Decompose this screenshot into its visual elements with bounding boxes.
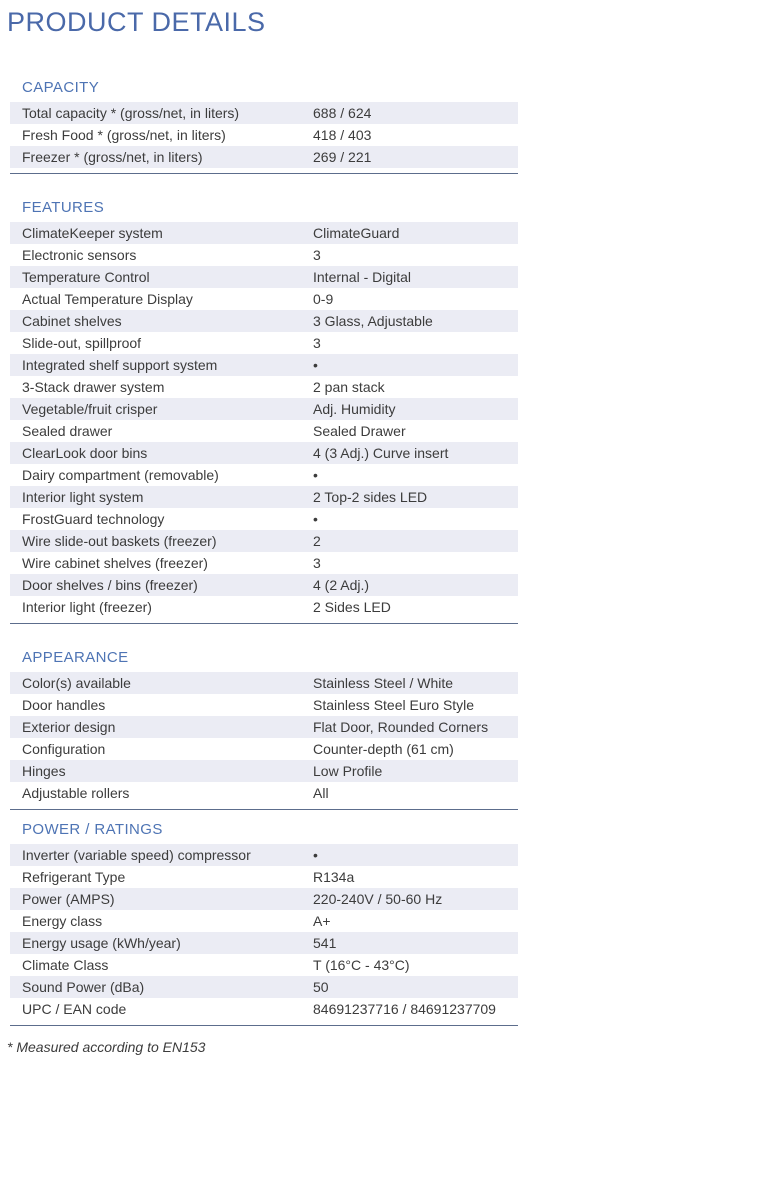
- spec-label: Actual Temperature Display: [22, 291, 193, 307]
- section-title-capacity: CAPACITY: [22, 79, 100, 96]
- section-divider: [10, 809, 518, 810]
- spec-row: [10, 782, 518, 804]
- spec-value: 3: [313, 247, 321, 263]
- spec-value: 2 Top-2 sides LED: [313, 489, 428, 505]
- footnote: * Measured according to EN153: [7, 1039, 206, 1055]
- spec-label: Sound Power (dBa): [22, 979, 145, 995]
- spec-value: Flat Door, Rounded Corners: [313, 719, 489, 735]
- section-power-ratings: [10, 822, 518, 1026]
- spec-label: Fresh Food * (gross/net, in liters): [22, 127, 226, 143]
- sections-container: [0, 80, 771, 1026]
- section-divider: [10, 623, 518, 624]
- spec-label: Hinges: [22, 763, 66, 779]
- spec-row: [10, 596, 518, 618]
- spec-label: Door handles: [22, 697, 106, 713]
- spec-row: [10, 574, 518, 596]
- spec-label: ClimateKeeper system: [22, 225, 163, 241]
- section-capacity: [10, 80, 518, 174]
- spec-value: 4 (2 Adj.): [313, 577, 370, 593]
- spec-table: [10, 844, 518, 1020]
- spec-row: [10, 244, 518, 266]
- spec-value: 541: [313, 935, 337, 951]
- spec-table: [10, 672, 518, 804]
- section-title-power-ratings: POWER / RATINGS: [22, 821, 163, 838]
- spec-row: [10, 530, 518, 552]
- spec-label: Interior light (freezer): [22, 599, 152, 615]
- spec-row: [10, 146, 518, 168]
- spec-label: Wire cabinet shelves (freezer): [22, 555, 208, 571]
- spec-row: [10, 288, 518, 310]
- spec-label: Color(s) available: [22, 675, 131, 691]
- spec-label: Total capacity * (gross/net, in liters): [22, 105, 240, 121]
- section-title-appearance: APPEARANCE: [22, 649, 129, 666]
- spec-row: [10, 124, 518, 146]
- spec-row: [10, 420, 518, 442]
- spec-value: ClimateGuard: [313, 225, 400, 241]
- spec-row: [10, 442, 518, 464]
- spec-label: Temperature Control: [22, 269, 150, 285]
- spec-value: Internal - Digital: [313, 269, 412, 285]
- spec-row: [10, 508, 518, 530]
- spec-label: Slide-out, spillproof: [22, 335, 142, 351]
- spec-value: 2: [313, 533, 321, 549]
- spec-table: [10, 102, 518, 168]
- spec-label: Climate Class: [22, 957, 109, 973]
- spec-value: 0-9: [313, 291, 334, 307]
- spec-value: Low Profile: [313, 763, 383, 779]
- spec-row: [10, 672, 518, 694]
- spec-row: [10, 866, 518, 888]
- spec-label: Interior light system: [22, 489, 144, 505]
- spec-value: 2 pan stack: [313, 379, 385, 395]
- spec-label: FrostGuard technology: [22, 511, 165, 527]
- spec-label: Configuration: [22, 741, 106, 757]
- spec-label: Electronic sensors: [22, 247, 137, 263]
- spec-label: Dairy compartment (removable): [22, 467, 219, 483]
- spec-label: Cabinet shelves: [22, 313, 122, 329]
- section-appearance: [10, 650, 518, 810]
- spec-value: 688 / 624: [313, 105, 372, 121]
- spec-row: [10, 738, 518, 760]
- spec-label: Power (AMPS): [22, 891, 115, 907]
- spec-table: [10, 222, 518, 618]
- spec-row: [10, 486, 518, 508]
- spec-row: [10, 222, 518, 244]
- spec-label: Integrated shelf support system: [22, 357, 218, 373]
- spec-label: Vegetable/fruit crisper: [22, 401, 158, 417]
- spec-row: [10, 266, 518, 288]
- spec-row: [10, 760, 518, 782]
- spec-label: Inverter (variable speed) compressor: [22, 847, 251, 863]
- spec-value: 4 (3 Adj.) Curve insert: [313, 445, 449, 461]
- spec-label: Freezer * (gross/net, in liters): [22, 149, 203, 165]
- spec-value: Stainless Steel Euro Style: [313, 697, 475, 713]
- spec-value: •: [313, 847, 318, 863]
- spec-row: [10, 910, 518, 932]
- spec-value: Stainless Steel / White: [313, 675, 454, 691]
- spec-value: 50: [313, 979, 329, 995]
- section-divider: [10, 173, 518, 174]
- spec-value: R134a: [313, 869, 355, 885]
- spec-value: T (16°C - 43°C): [313, 957, 410, 973]
- spec-value: All: [313, 785, 329, 801]
- spec-value: 220-240V / 50-60 Hz: [313, 891, 443, 907]
- spec-row: [10, 464, 518, 486]
- spec-label: Energy class: [22, 913, 103, 929]
- spec-row: [10, 354, 518, 376]
- spec-row: [10, 310, 518, 332]
- spec-value: 3: [313, 555, 321, 571]
- page-title: PRODUCT DETAILS: [7, 7, 266, 37]
- spec-value: A+: [313, 913, 331, 929]
- spec-row: [10, 332, 518, 354]
- spec-value: 2 Sides LED: [313, 599, 391, 615]
- spec-value: 418 / 403: [313, 127, 372, 143]
- spec-label: Exterior design: [22, 719, 116, 735]
- spec-label: Energy usage (kWh/year): [22, 935, 181, 951]
- spec-row: [10, 954, 518, 976]
- spec-row: [10, 398, 518, 420]
- spec-label: Adjustable rollers: [22, 785, 130, 801]
- spec-value: •: [313, 357, 318, 373]
- spec-label: 3-Stack drawer system: [22, 379, 165, 395]
- spec-value: 3: [313, 335, 321, 351]
- spec-row: [10, 932, 518, 954]
- spec-row: [10, 694, 518, 716]
- spec-row: [10, 102, 518, 124]
- spec-value: •: [313, 467, 318, 483]
- spec-row: [10, 376, 518, 398]
- spec-value: Counter-depth (61 cm): [313, 741, 454, 757]
- spec-row: [10, 716, 518, 738]
- spec-label: Wire slide-out baskets (freezer): [22, 533, 217, 549]
- spec-value: Adj. Humidity: [313, 401, 396, 417]
- section-features: [10, 200, 518, 624]
- spec-label: Sealed drawer: [22, 423, 113, 439]
- spec-value: 84691237716 / 84691237709: [313, 1001, 496, 1017]
- spec-value: 269 / 221: [313, 149, 372, 165]
- spec-value: 3 Glass, Adjustable: [313, 313, 433, 329]
- section-title-features: FEATURES: [22, 199, 105, 216]
- spec-value: •: [313, 511, 318, 527]
- spec-row: [10, 552, 518, 574]
- spec-value: Sealed Drawer: [313, 423, 406, 439]
- spec-label: Door shelves / bins (freezer): [22, 577, 198, 593]
- spec-row: [10, 998, 518, 1020]
- spec-label: UPC / EAN code: [22, 1001, 127, 1017]
- section-divider: [10, 1025, 518, 1026]
- spec-row: [10, 844, 518, 866]
- spec-row: [10, 888, 518, 910]
- spec-label: ClearLook door bins: [22, 445, 148, 461]
- spec-row: [10, 976, 518, 998]
- spec-label: Refrigerant Type: [22, 869, 126, 885]
